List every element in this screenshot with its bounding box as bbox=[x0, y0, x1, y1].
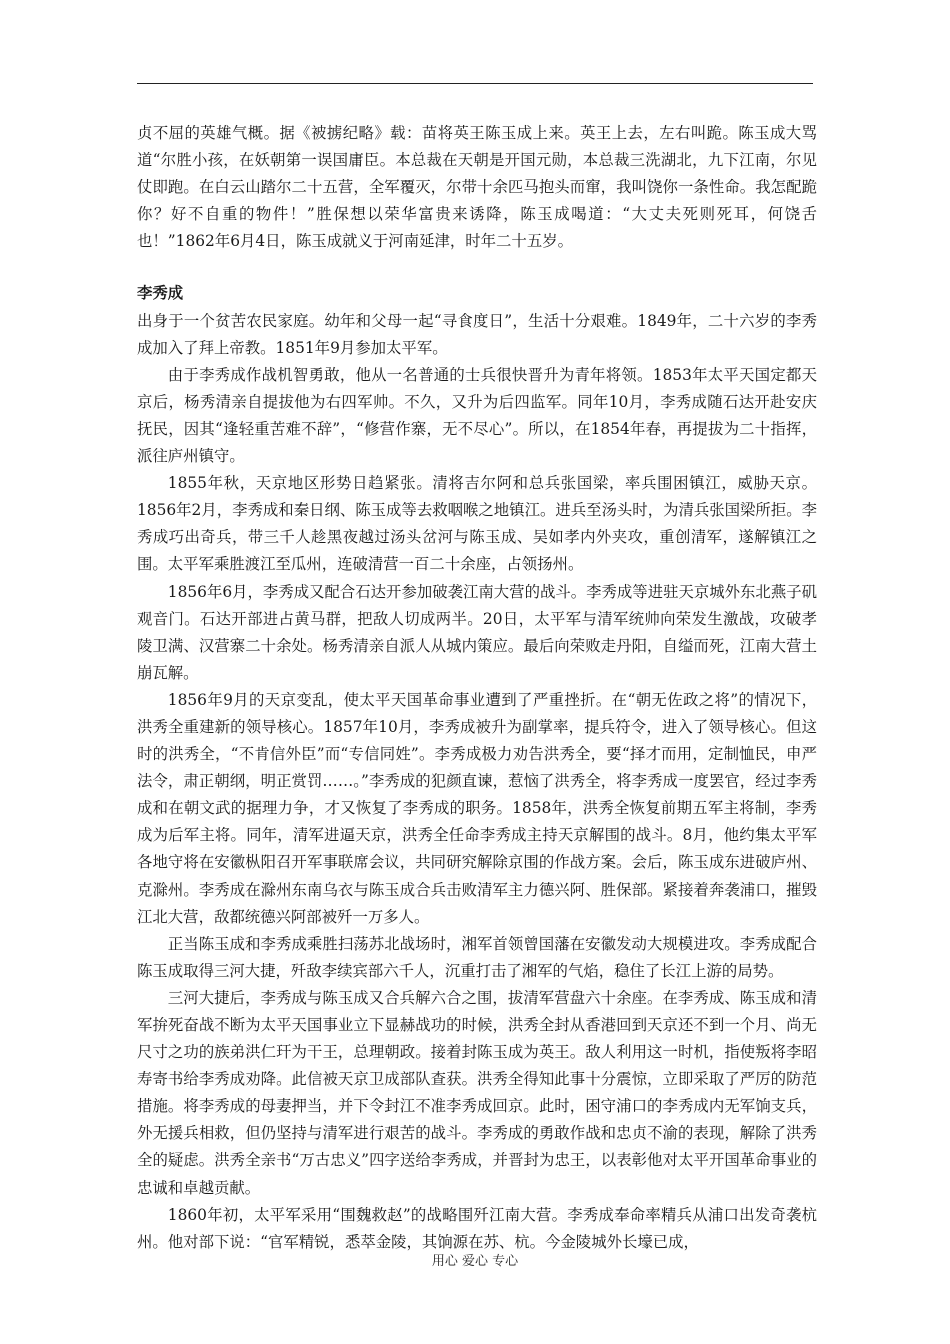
paragraph: 正当陈玉成和李秀成乘胜扫荡苏北战场时，湘军首领曾国藩在安徽发动大规模进攻。李秀成配合陈玉成取得三河大捷，歼敌李续宾部六千人，沉重打击了湘军的气焰，稳住了长江上游的局势。 bbox=[137, 934, 817, 980]
paragraph: 1856年6月，李秀成又配合石达开参加破袭江南大营的战斗。李秀成等进驻天京城外东北燕子矶观音门。石达开部进占黄马群，把敌人切成两半。20日，太平军与清军统帅向荣发生激战，攻破孝陵卫满、汉营寨二十余处。杨秀清亲自派人从城内策应。最后向荣败走丹阳，自缢而死，江南大营土崩瓦解。 bbox=[137, 582, 817, 682]
paragraph: 出身于一个贫苦农民家庭。幼年和父母一起“寻食度日”，生活十分艰难。1849年，二十六岁的李秀成加入了拜上帝教。1851年9月参加太平军。 bbox=[137, 311, 817, 357]
section-title: 李秀成 bbox=[137, 284, 184, 303]
paragraph: 三河大捷后，李秀成与陈玉成又合兵解六合之围，拔清军营盘六十余座。在李秀成、陈玉成和清军拚死奋战不断为太平天国事业立下显赫战功的时候，洪秀全封从香港回到天京还不到一个月、尚无尺寸之功的族弟洪仁玕为干王，总理朝政。接着封陈玉成为英王。敌人利用这一时机，指使叛将李昭寿寄书给李秀成劝降。此信被天京卫成部队查获。洪秀全得知此事十分震惊，立即采取了严厉的防范措施。将李秀成的母妻押当，并下令封江不准李秀成回京。此时，困守浦口的李秀成内无军饷支兵，外无援兵相救，但仍坚持与清军进行艰苦的战斗。李秀成的勇敢作战和忠贞不渝的表现，解除了洪秀全的疑虑。洪秀全亲书“万古忠义”四字送给李秀成，并晋封为忠王，以表彰他对太平开国革命事业的忠诚和卓越贡献。 bbox=[137, 988, 817, 1197]
header-rule bbox=[137, 83, 813, 84]
document-body bbox=[137, 120, 817, 1256]
paragraph: 1855年秋，天京地区形势日趋紧张。清将吉尔阿和总兵张国梁，率兵围困镇江，威胁天京。1856年2月，李秀成和秦日纲、陈玉成等去救咽喉之地镇江。进兵至汤头时，为清兵张国梁所拒。李秀成巧出奇兵，带三千人趁黑夜越过汤头岔河与陈玉成、吴如孝内外夹攻，重创清军，遂解镇江之围。太平军乘胜渡江至瓜州，连破清营一百二十余座，占领扬州。 bbox=[137, 474, 817, 574]
paragraph: 1860年初，太平军采用“围魏救赵”的战略围歼江南大营。李秀成奉命率精兵从浦口出发奇袭杭州。他对部下说：“官军精锐，悉萃金陵，其饷源在苏、杭。今金陵城外长壕已成， bbox=[137, 1205, 817, 1251]
page-footer: 用心 爱心 专心 bbox=[431, 1254, 519, 1269]
paragraph: 由于李秀成作战机智勇敢，他从一名普通的士兵很快晋升为青年将领。1853年太平天国定都天京后，杨秀清亲自提拔他为右四军帅。不久，又升为后四监军。同年10月，李秀成随石达开赴安庆抚民，因其“逢轻重苦难不辞”，“修营作寨，无不尽心”。所以，在1854年春，再提拔为二十指挥，派往庐州镇守。 bbox=[137, 365, 817, 466]
intro-paragraph: 贞不屈的英雄气概。据《被掳纪略》载：苗将英王陈玉成上来。英王上去，左右叫跪。陈玉成大骂道“尔胜小孩，在妖朝第一误国庸臣。本总裁在天朝是开国元勋，本总裁三洗湖北，九下江南，尔见仗即跑。在白云山踏尔二十五营，全军覆灭，尔带十余匹马抱头而窜，我叫饶你一条性命。我怎配跪你？好不自重的物件！”胜保想以荣华富贵来诱降，陈玉成喝道：“大丈夫死则死耳，何饶舌也！”1862年6月4日，陈玉成就义于河南延津，时年二十五岁。 bbox=[137, 124, 817, 251]
paragraph: 1856年9月的天京变乱，使太平天国革命事业遭到了严重挫折。在“朝无佐政之将”的情况下，洪秀全重建新的领导核心。1857年10月，李秀成被升为副掌率，提兵符令，进入了领导核心。但这时的洪秀全，“不肯信外臣”而“专信同姓”。李秀成极力劝告洪秀全，要“择才而用，定制恤民，申严法令，肃正朝纲，明正赏罚……。”李秀成的犯颜直谏，惹恼了洪秀全，将李秀成一度罢官，经过李秀成和在朝文武的据理力争，才又恢复了李秀成的职务。1858年，洪秀全恢复前期五军主将制，李秀成为后军主将。同年，清军进逼天京，洪秀全任命李秀成主持天京解围的战斗。8月，他约集太平军各地守将在安徽枞阳召开军事联席会议，共同研究解除京围的作战方案。会后，陈玉成东进破庐州、克滁州。李秀成在滁州东南乌衣与陈玉成合兵击败清军主力德兴阿、胜保部。紧接着奔袭浦口，摧毁江北大营，敌都统德兴阿部被歼一万多人。 bbox=[137, 690, 817, 926]
